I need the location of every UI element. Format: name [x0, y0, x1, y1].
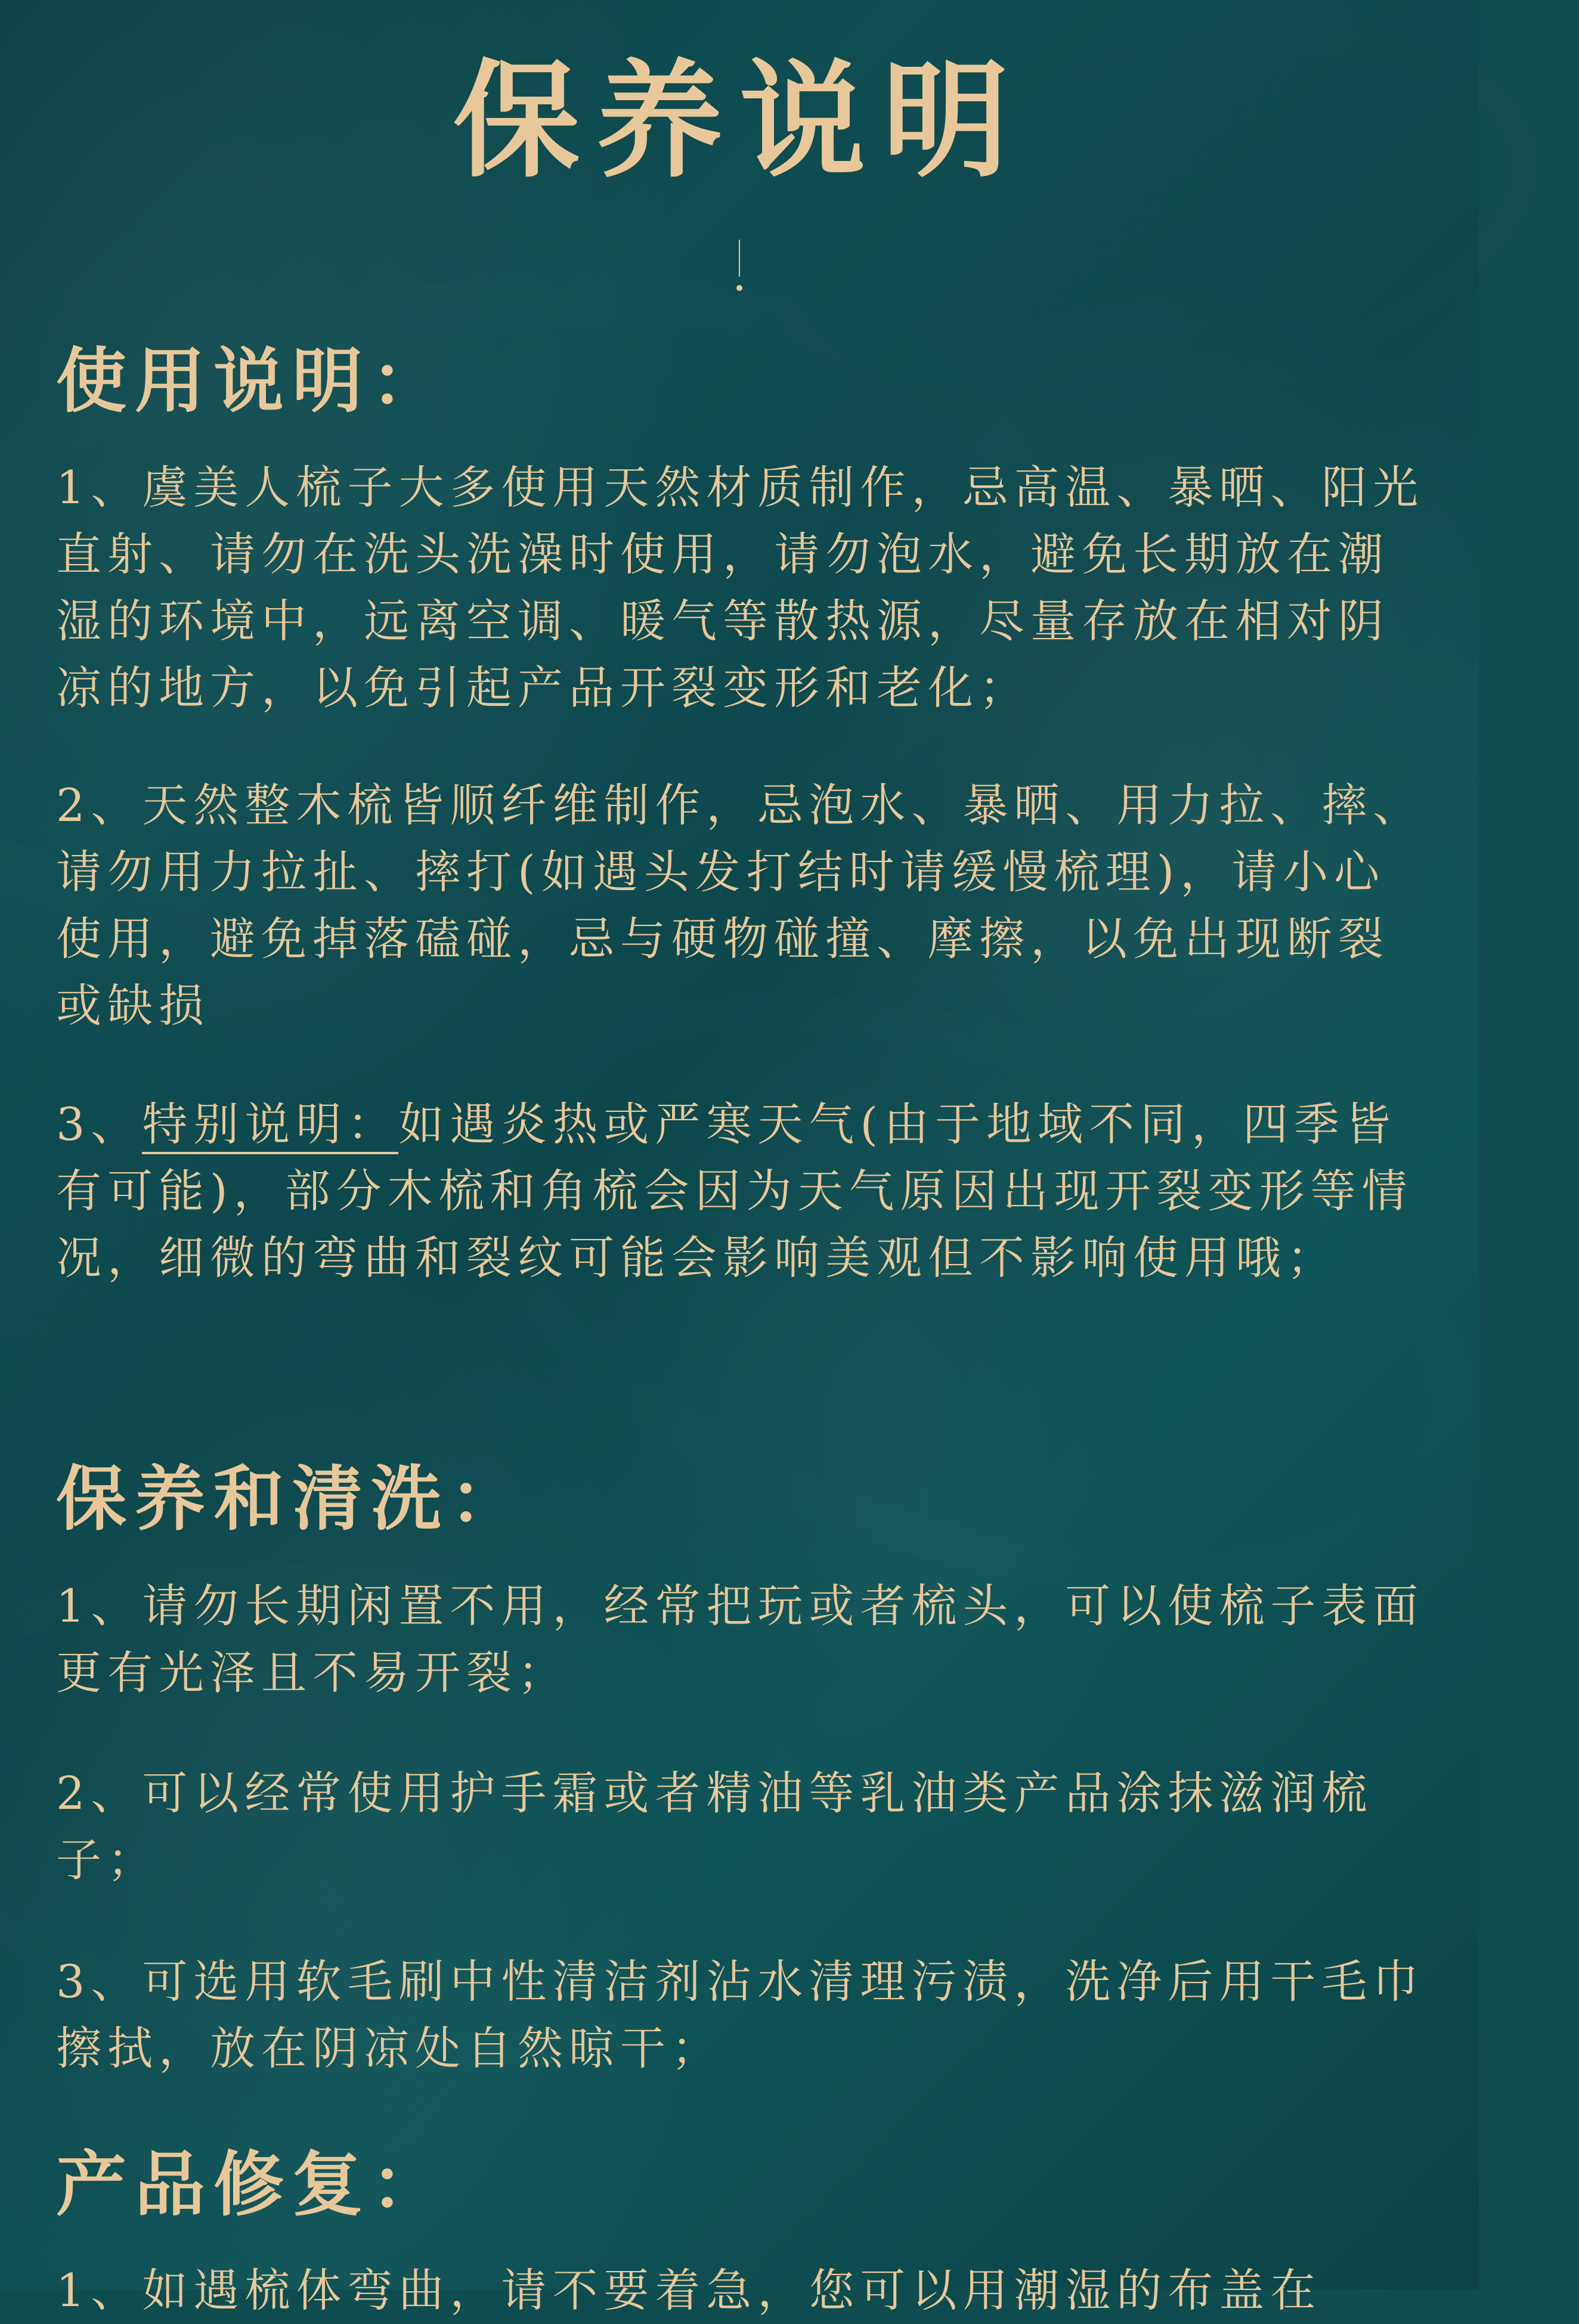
care-item-3: 3、可选用软毛刷中性清洁剂沾水清理污渍，洗净后用干毛巾擦拭，放在阴凉处自然晾干；	[56, 1955, 1425, 2075]
usage-item-3-text: 如遇炎热或严寒天气(由于地域不同，四季皆有可能)，部分木梳和角梳会因为天气原因出现开裂变形等情况，细微的弯曲和裂纹可能会影响美观但不影响使用哦；	[56, 1098, 1413, 1284]
usage-item-2: 2、天然整木梳皆顺纤维制作，忌泡水、暴晒、用力拉、摔、请勿用力拉扯、摔打(如遇头发打结时请缓慢梳理)，请小心使用，避免掉落磕碰，忌与硬物碰撞、摩擦，以免出现断裂或缺损	[56, 779, 1425, 1032]
usage-heading: 使用说明：	[56, 339, 450, 422]
usage-item-3	[56, 1091, 1428, 1291]
divider-dot	[736, 285, 742, 291]
usage-item-3-prefix: 3、	[56, 1098, 143, 1151]
page-title: 保养说明	[453, 46, 1026, 194]
care-item-2: 2、可以经常使用护手霜或者精油等乳油类产品涂抹滋润梳子；	[56, 1767, 1373, 1886]
care-heading: 保养和清洗：	[56, 1457, 529, 1540]
repair-heading: 产品修复：	[56, 2143, 450, 2226]
divider-line	[739, 240, 740, 277]
repair-item-1-clip	[56, 2257, 1428, 2317]
vertical-divider-icon	[736, 240, 742, 311]
special-note-label: 特别说明：	[142, 1098, 398, 1154]
care-item-1: 1、请勿长期闲置不用，经常把玩或者梳头，可以使梳子表面更有光泽且不易开裂；	[56, 1579, 1425, 1699]
repair-item-1: 1、如遇梳体弯曲，请不要着急，您可以用潮湿的布盖在	[56, 2264, 1322, 2317]
usage-item-1: 1、虞美人梳子大多使用天然材质制作，忌高温、暴晒、阳光直射、请勿在洗头洗澡时使用，请勿泡水，避免长期放在潮湿的环境中，远离空调、暖气等散热源，尽量存放在相对阴凉的地方，以免引起产品开裂变形和老化；	[56, 461, 1425, 714]
